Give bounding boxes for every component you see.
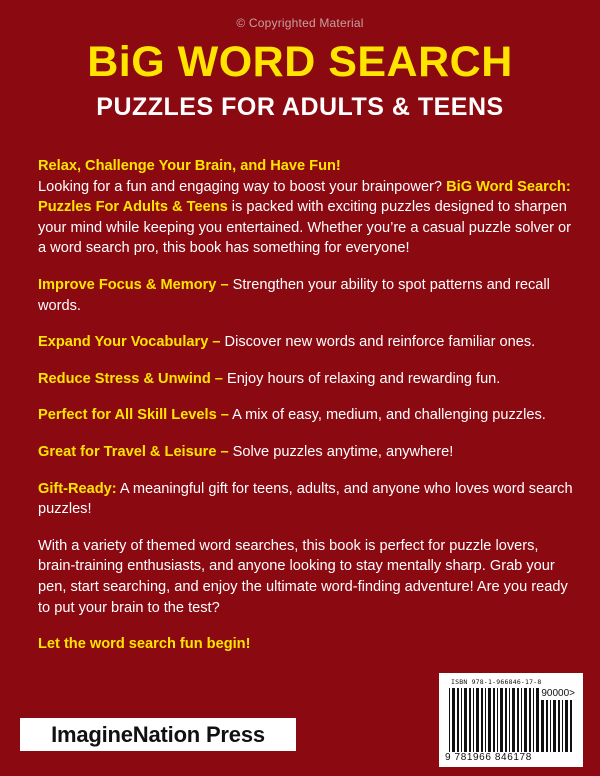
price-code: 90000> [541,688,575,699]
barcode-bar [464,688,467,752]
barcode-bar [533,688,534,752]
intro-text-after: is packed with exciting puzzles designed to sharpen your mind while keeping you entertained. Whether you’re a casual puzzle solver or a word search pro, this book has something for everyone! [38,199,571,257]
benefit-item [38,275,578,316]
barcode-digits: 9 781966 846178 [445,752,532,763]
barcode-bar [505,688,507,752]
book-subtitle: PUZZLES FOR ADULTS & TEENS [96,93,504,121]
barcode-bar [493,688,495,752]
barcode-bar [488,688,491,752]
barcode-bar [562,700,563,752]
benefit-text: Enjoy hours of relaxing and rewarding fun. [222,370,501,387]
barcode-bar [524,688,527,752]
barcode-bar [529,688,531,752]
barcode-bar [473,688,474,752]
barcode-bar [521,688,522,752]
isbn-barcode [439,673,583,767]
barcode-bar [553,700,556,752]
benefit-item [38,479,578,520]
closing-paragraph: With a variety of themed word searches, this book is perfect for puzzle lovers, brain-training enthusiasts, and anyone looking to stay mentally sharp. Grab your pen, start searching, and enjoy the ultimate word-finding adventure! Are you ready to put your brain to the test? [38,537,568,616]
barcode-bars [445,686,577,752]
barcode-bar [565,700,568,752]
benefit-item [38,332,578,353]
barcode-bar [541,700,544,752]
barcode-bar [509,688,510,752]
barcode-bar [500,688,503,752]
barcode-bar [570,700,572,752]
benefit-label: Reduce Stress & Unwind – [38,370,223,387]
barcode-bar [449,688,450,752]
publisher-logo [20,718,296,751]
publisher-name: ImagineNation Press [51,722,265,747]
barcode-bar [558,700,560,752]
benefit-text: A mix of easy, medium, and challenging puzzles. [228,407,546,424]
barcode-bar [469,688,471,752]
barcode-bar [461,688,462,752]
barcode-bar [512,688,515,752]
benefit-label: Gift-Ready: [38,480,117,497]
benefit-text: Solve puzzles anytime, anywhere! [228,443,454,460]
intro-heading: Relax, Challenge Your Brain, and Have Fun! [38,158,341,174]
benefit-text: Strengthen your ability to spot patterns and recall words. [38,276,550,314]
barcode-bar [452,688,455,752]
benefit-item [38,405,578,426]
benefit-label: Expand Your Vocabulary – [38,334,221,351]
intro-text-before: Looking for a fun and engaging way to boost your brainpower? [38,178,447,195]
intro-paragraph [38,156,578,259]
intro-book-name: BiG Word Search: Puzzles For Adults & Teens [38,178,571,216]
copyright-notice: © Copyrighted Material [236,16,364,30]
barcode-bar [481,688,483,752]
barcode-bar [517,688,519,752]
barcode-bar [457,688,459,752]
closing-final-line: Let the word search fun begin! [38,636,251,653]
benefit-text: Discover new words and reinforce familiar ones. [220,334,536,351]
benefit-text: A meaningful gift for teens, adults, and anyone who loves word search puzzles! [38,480,573,518]
barcode-bar [550,700,551,752]
benefit-label: Improve Focus & Memory – [38,276,229,293]
benefit-item [38,369,578,390]
barcode-bar [485,688,486,752]
benefit-label: Great for Travel & Leisure – [38,443,229,460]
book-title: BiG WORD SEARCH [87,38,513,86]
isbn-text: ISBN 978-1-966846-17-8 [451,678,542,686]
benefit-label: Perfect for All Skill Levels – [38,407,229,424]
description-body [38,156,578,655]
barcode-bar [497,688,498,752]
barcode-bar [546,700,548,752]
barcode-bar [536,688,539,752]
benefit-item [38,442,578,463]
barcode-bar [476,688,479,752]
